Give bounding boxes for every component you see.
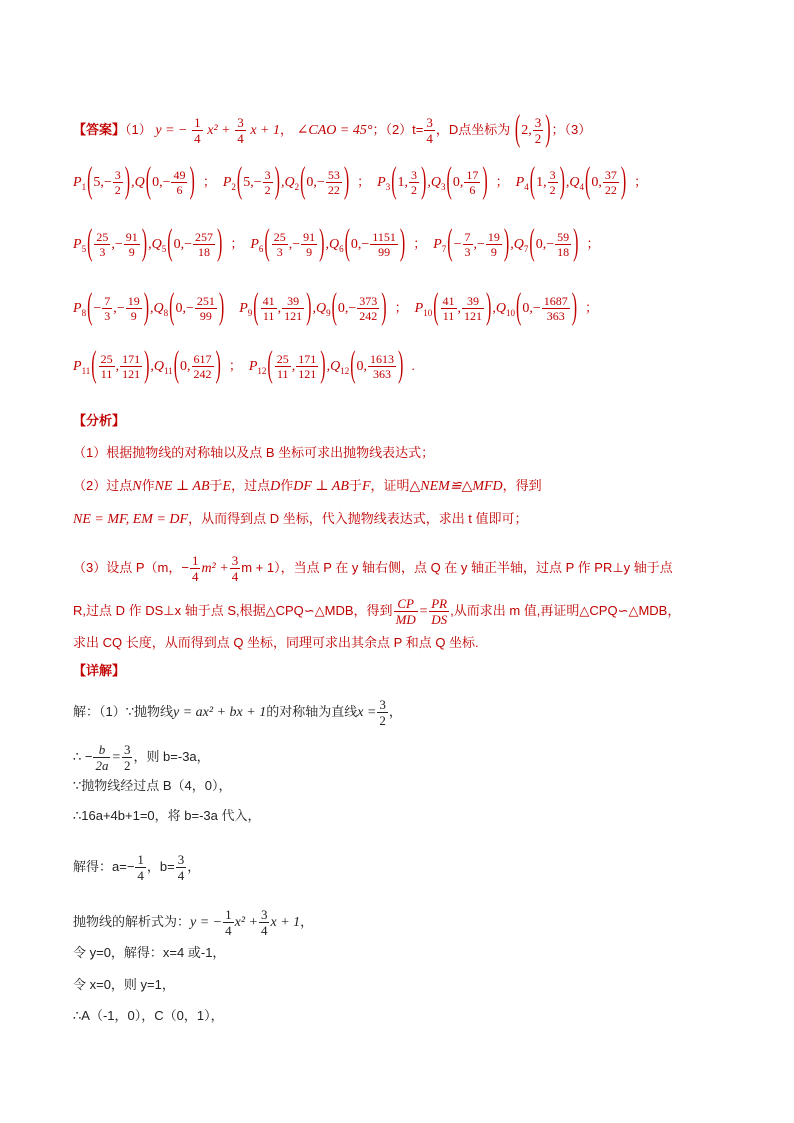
analysis-line-4: （3）设点 P（m，− $\frac{1}{4}$ m² + $\frac{3}{4}$ m + 1），当点 P 在 y 轴右侧，点 Q 在 y 轴正半轴，过点 P 作 PR⊥y 轴于点 [73, 553, 673, 584]
pq-pair: $P_4(1$, $\frac{3}{2}$ )$,Q_4(0$, $\frac{37}{22}$ ) ； [515, 161, 648, 201]
answer-pairs-line [73, 223, 606, 263]
answer-line-1: 【答案】（1） y = − $\frac{1}{4}$ x² + $\frac{3}{4}$ x + 1， ∠CAO = 45°；（2）t= $\frac{3}{4}$ ，D点坐标为 (2, $\frac{3}{2}$ )；（3） [73, 109, 592, 149]
pq-pair: $P_1(5,-$ $\frac{3}{2}$ ),Q(0,− $\frac{49}{6}$ ) ； [73, 161, 216, 201]
answer-pairs-line [73, 161, 654, 201]
part-2-prefix: ；（2）t= [372, 121, 424, 137]
detail-line-6: 抛物线的解析式为：y = − $\frac{1}{4}$ x² + $\frac{3}{4}$ x + 1， [73, 907, 314, 938]
frac-3-4: $\frac{3}{4}$ [237, 115, 244, 146]
part-3-prefix: ；（3） [551, 121, 592, 137]
pq-pair: $P_{11}$( $\frac{25}{11}$ , $\frac{171}{121}$ )$,Q_{11}(0$, $\frac{617}{242}$ ) ； [73, 345, 242, 385]
pq-pair: $P_{10}$( $\frac{41}{11}$ , $\frac{39}{121}$ )$,Q_{10}(0,-$ $\frac{1687}{363}$ ) ； [414, 287, 599, 327]
pq-pair: $P_6$( $\frac{25}{3}$ ,− $\frac{91}{9}$ )$,Q_6(0,-$ $\frac{1151}{99}$ ) ； [250, 223, 427, 263]
d-y: $\frac{3}{2}$ [534, 115, 542, 146]
pq-pair: $P_{12}$( $\frac{25}{11}$ , $\frac{171}{121}$ )$,Q_{12}(0$, $\frac{1613}{363}$ ) . [248, 345, 415, 385]
pq-pair: $P_5$( $\frac{25}{3}$ ,− $\frac{91}{9}$ )$,Q_5(0,-$ $\frac{257}{18}$ ) ； [73, 223, 244, 263]
detail-line-2: ∴ − $\frac{b}{2a}$ = $\frac{3}{2}$ ，则 b=-3a， [73, 742, 210, 773]
eq-x-plus-1: x + 1 [250, 122, 281, 138]
analysis-line-2: （2）过点N作NE ⊥ AB于E，过点D作DF ⊥ AB于F，证明△NEM≌△MFD，得到 [73, 478, 542, 494]
analysis-line-5: R,过点 D 作 DS⊥x 轴于点 S,根据△CPQ∽△MDB，得到 $\frac{CP}{MD}$ = $\frac{PR}{DS}$ ,从而求出 m 值,再证明△CPQ∽△MDB， [73, 596, 681, 627]
answer-label: 【答案】 [73, 121, 126, 137]
detail-line-4: ∴16a+4b+1=0，将 b=-3a 代入， [73, 808, 261, 823]
pq-pair: $P_8(-$ $\frac{7}{3}$ ,− $\frac{19}{9}$ )$,Q_8(0,-$ $\frac{251}{99}$ ) [73, 287, 225, 327]
pq-pair: $P_3(1$, $\frac{3}{2}$ )$,Q_3(0$, $\frac{17}{6}$ ) ； [377, 161, 509, 201]
answer-pairs-line [73, 287, 605, 327]
d-coord-text: ，D点坐标为 [435, 121, 511, 137]
detail-label: 【详解】 [73, 663, 126, 678]
analysis-line-1: （1）根据抛物线的对称轴以及点 B 坐标可求出抛物线表达式； [73, 445, 435, 460]
analysis-label: 【分析】 [73, 413, 126, 428]
angle-cao: ∠CAO = 45° [296, 122, 373, 138]
detail-line-1: 解：（1）∵抛物线y = ax² + bx + 1的对称轴为直线x = $\frac{3}{2}$ ， [73, 697, 402, 728]
analysis-line-6: 求出 CQ 长度，从而得到点 Q 坐标，同理可求出其余点 P 和点 Q 坐标. [73, 635, 479, 650]
part-1-prefix: （1） [125, 121, 152, 137]
analysis-line-3: NE = MF, EM = DF，从而得到点 D 坐标，代入抛物线表达式，求出 t 值即可； [73, 511, 528, 527]
pq-pair: $P_2(5,-$ $\frac{3}{2}$ )$,Q_2(0,-$ $\frac{53}{22}$ ) ； [222, 161, 371, 201]
detail-line-7: 令 y=0，解得：x=4 或-1， [73, 945, 226, 960]
detail-line-9: ∴A（-1，0），C（0，1）， [73, 1008, 224, 1023]
frac-quarter: $\frac{1}{4}$ [194, 115, 201, 146]
detail-line-8: 令 x=0，则 y=1， [73, 977, 175, 992]
pq-pair: $P_7(-$ $\frac{7}{3}$ ,− $\frac{19}{9}$ )$,Q_7(0,-$ $\frac{59}{18}$ ) ； [433, 223, 600, 263]
detail-line-5: 解得：a=− $\frac{1}{4}$ ，b= $\frac{3}{4}$ ， [73, 852, 201, 883]
t-value: $\frac{3}{4}$ [426, 115, 433, 146]
pq-pair: $P_9$( $\frac{41}{11}$ , $\frac{39}{121}$ )$,Q_9(0,-$ $\frac{373}{242}$ ) ； [239, 287, 408, 327]
d-x: 2, [521, 122, 532, 138]
eq-y: y = − [155, 122, 188, 138]
eq-x2: x² + [207, 122, 231, 138]
answer-pairs-line [73, 345, 422, 385]
comma: ， [280, 121, 294, 137]
detail-line-3: ∵抛物线经过点 B（4，0）， [73, 778, 232, 793]
